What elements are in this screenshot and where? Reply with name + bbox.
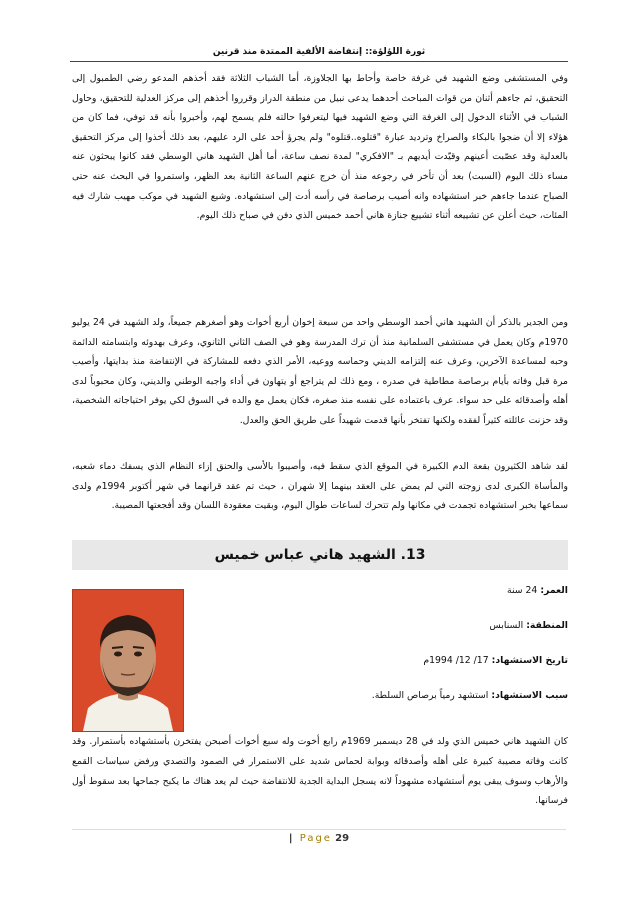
footer-divider	[72, 829, 566, 830]
paragraph-3: لقد شاهد الكثيرون بقعة الدم الكبيرة في الموقع الذي سقط فيه، وأصيبوا بالأسى والحنق إزاء النظام الذي يسفك دماء شعبه، والمأساة الكبرى لدى زوجته التي لم يمض على العقد بينهما إلا شهران ، حيث تم عقد قرانهما في شهر أكتوبر 1994م ولدى سماعها بخبر استشهاده تجمدت في مكانها ولم تتحرك لساعات طوال اليوم، وبقيت معقودة اللسان وقد أفجعتها المصيبة.	[72, 461, 568, 512]
page-header: ثورة اللؤلؤة:: إنتفاضة الألفية الممتدة منذ قرنين	[70, 47, 568, 62]
region-label: المنطقة:	[526, 620, 568, 631]
paragraph-2: ومن الجدير بالذكر أن الشهيد هاني أحمد الوسطي واحد من سبعة إخوان أربع أخوات وهو أصغرهم جميعاً، ولد الشهيد في 24 يوليو 1970م وكان يعمل في مستشفى السلمانية منذ أن ترك المدرسة وهو في الصف الثاني الثانوي، وعرف بهدوئه وابتسامته الدائمة وحبه لمساعدة الآخرين، وعرف عنه إلتزامه الديني وحماسه ووعيه، الأمر الذي دفعه للمشاركة في الإنتفاضة منذ بدايتها، وأصيب مرة قبل وفاته بأيام برصاصة مطاطية في صدره ، ومع ذلك لم يتراجع أو يتهاون في أداء واجبه الوطني والديني، وكان محبوباً لدى أهله وأصدقائه على حد سواء. عرف باعتماده على نفسه منذ صغره، فكان يعمل مع والده في السوق لكي يوفر احتياجاته الشخصية، وقد حزنت عائلته كثيراً لفقده ولكنها تفتخر بأنها قدمت شهيداً على طريق الحق والعدل.	[72, 317, 568, 426]
section-heading	[72, 540, 568, 570]
page-footer	[0, 833, 638, 844]
section-title: 13. الشهيد هاني عباس خميس	[214, 547, 426, 563]
date-value: 17/ 12/ 1994م	[423, 655, 489, 666]
info-age	[200, 585, 568, 596]
info-date	[200, 655, 568, 666]
info-region	[200, 620, 568, 631]
info-cause	[200, 690, 568, 701]
paragraph-1: وفي المستشفى وضع الشهيد في غرفة خاصة وأحاط بها الجلاوزة، أما الشباب الثلاثة فقد أخذهم المدعو رضي الطمبول إلى التحقيق، ثم جاءهم أثنان من قوات المباحث أحدهما يدعى نبيل من منطقة الدراز وقرروا أخذهم إلى مركز العدلية للتحقيق، وحاول الشباب في الأثناء الدخول إلى الغرفة التي وضع الشهيد فيها ليتعرفوا حالته فلم يسمح لهم، وأخبروا بأنه قد توفي، فما كان من هؤلاء إلا أن ضجوا بالبكاء والصراخ وترديد عبارة "قتلوه..قتلوه" ولم يجرؤ أحد على الرد عليهم، بعد ذلك أخذوا إلى مركز التحقيق بالعدلية وقد عصّبت أعينهم وقيّدت أيديهم بـ "الافكري" لمدة نصف ساعة، أما أهل الشهيد هاني الوسطي فقد كانوا يبحثون عنه مساء ذلك اليوم (السبت) بعد أن تأخر في رجوعه منذ أن خرج عنهم الساعة الثانية بعد الظهر، واستمروا في البحث عنه حتى الصباح عندما جاءهم خبر استشهاده وانه أصيب برصاصة في رأسه أدت إلى استشهاده. وشيع الشهيد في موكب مهيب شارك فيه المئات، حيث أعلن عن تشييعه أثناء تشييع جنازة هاني أحمد خميس الذي دفن في صباح ذلك اليوم.	[72, 73, 568, 222]
page-number: 29	[335, 833, 350, 844]
date-label: تاريخ الاستشهاد:	[491, 655, 568, 666]
footer-separator: |	[288, 833, 293, 844]
cause-value: استشهد رمياً برصاص السلطة.	[371, 690, 489, 701]
cause-label: سبب الاستشهاد:	[491, 690, 568, 701]
page-word: Page	[299, 833, 332, 844]
age-label: العمر:	[540, 585, 568, 596]
biography-paragraph: كان الشهيد هاني خميس الذي ولد في 28 ديسمبر 1969م رابع أخوت وله سبع أخوات أصبحن يفتخرن بأستشهاده بأستمرار. وقد كانت وفاته مصيبة كبيرة على أهله وأصدقائه وبوابة لحماس شديد على الاستمرار في الصمود والتصدي ورفض سياسات القمع والأرهاب وسوف يبقى يوم أستشهاده مشهوداً لانه يسجل البداية الجدية للانتفاضة حيث لم يعد هناك ما يكبح جماحها بعد سقوط أول فرسانها.	[72, 736, 568, 807]
age-value: 24 سنة	[506, 585, 538, 596]
region-value: السنابس	[489, 620, 524, 631]
martyr-photo	[72, 589, 184, 732]
portrait-illustration	[73, 590, 183, 731]
